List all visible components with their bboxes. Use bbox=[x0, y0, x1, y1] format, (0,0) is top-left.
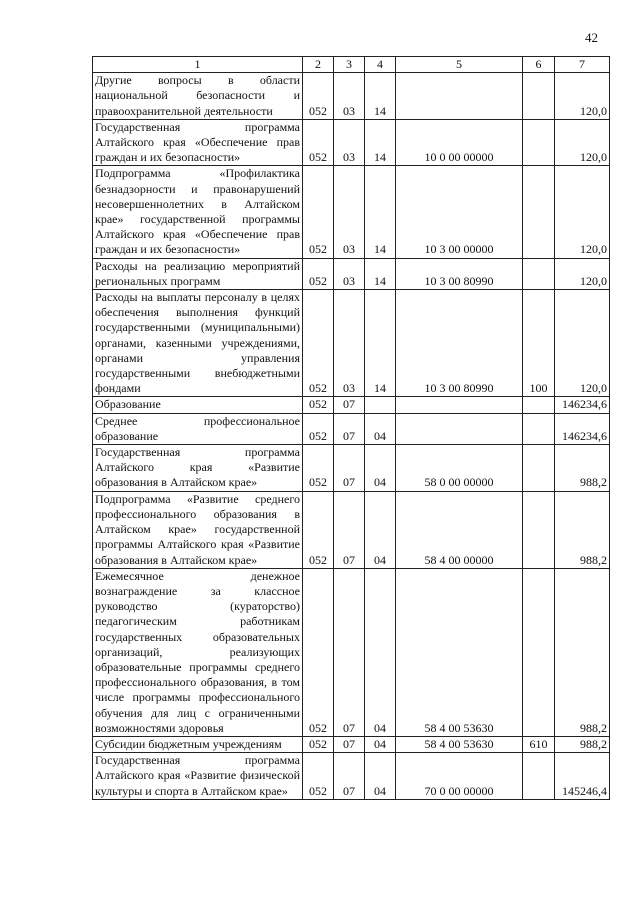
row-section: 03 bbox=[334, 73, 365, 120]
row-amount: 988,2 bbox=[555, 491, 610, 568]
table-row bbox=[93, 445, 610, 492]
row-amount: 145246,4 bbox=[555, 753, 610, 800]
row-amount: 146234,6 bbox=[555, 397, 610, 413]
row-expense-type bbox=[523, 166, 555, 258]
table-row bbox=[93, 568, 610, 736]
column-header: 2 bbox=[303, 57, 334, 73]
row-name: Государственная программа Алтайского края «Развитие образования в Алтайском крае» bbox=[93, 445, 303, 492]
table-row bbox=[93, 166, 610, 258]
row-section: 07 bbox=[334, 397, 365, 413]
row-section: 07 bbox=[334, 445, 365, 492]
row-section: 07 bbox=[334, 568, 365, 736]
column-header: 4 bbox=[365, 57, 396, 73]
table-row bbox=[93, 413, 610, 444]
row-subsection: 14 bbox=[365, 258, 396, 289]
row-target-code: 58 4 00 00000 bbox=[396, 491, 523, 568]
row-name: Государственная программа Алтайского края «Развитие физической культуры и спорта в Алтайском крае» bbox=[93, 753, 303, 800]
table-header-row bbox=[93, 57, 610, 73]
row-expense-type: 100 bbox=[523, 290, 555, 397]
table-row bbox=[93, 736, 610, 752]
row-admin-code: 052 bbox=[303, 568, 334, 736]
row-admin-code: 052 bbox=[303, 397, 334, 413]
table-row bbox=[93, 491, 610, 568]
row-amount: 120,0 bbox=[555, 166, 610, 258]
row-name: Расходы на реализацию мероприятий региональных программ bbox=[93, 258, 303, 289]
row-admin-code: 052 bbox=[303, 258, 334, 289]
row-expense-type bbox=[523, 568, 555, 736]
row-subsection: 14 bbox=[365, 119, 396, 166]
row-expense-type bbox=[523, 445, 555, 492]
row-amount: 146234,6 bbox=[555, 413, 610, 444]
column-header: 5 bbox=[396, 57, 523, 73]
row-target-code: 58 4 00 53630 bbox=[396, 568, 523, 736]
row-target-code: 10 3 00 80990 bbox=[396, 258, 523, 289]
row-expense-type bbox=[523, 258, 555, 289]
row-section: 07 bbox=[334, 491, 365, 568]
row-section: 03 bbox=[334, 258, 365, 289]
row-name: Среднее профессиональное образование bbox=[93, 413, 303, 444]
row-target-code: 58 4 00 53630 bbox=[396, 736, 523, 752]
row-target-code: 10 0 00 00000 bbox=[396, 119, 523, 166]
budget-table bbox=[92, 56, 610, 800]
row-subsection: 04 bbox=[365, 445, 396, 492]
row-target-code bbox=[396, 413, 523, 444]
row-expense-type bbox=[523, 413, 555, 444]
row-subsection: 14 bbox=[365, 166, 396, 258]
row-expense-type bbox=[523, 491, 555, 568]
row-name: Другие вопросы в области национальной безопасности и правоохранительной деятельности bbox=[93, 73, 303, 120]
row-admin-code: 052 bbox=[303, 491, 334, 568]
row-subsection: 04 bbox=[365, 736, 396, 752]
row-expense-type bbox=[523, 397, 555, 413]
row-amount: 120,0 bbox=[555, 290, 610, 397]
table-row bbox=[93, 290, 610, 397]
row-amount: 988,2 bbox=[555, 736, 610, 752]
row-name: Ежемесячное денежное вознаграждение за классное руководство (кураторство) педагогическим работникам государственных образовательных организаций, реализующих образовательные программы среднего профессионального образования, в том числе программы профессионального обучения для лиц с ограниченными возможностями здоровья bbox=[93, 568, 303, 736]
row-section: 07 bbox=[334, 753, 365, 800]
row-amount: 988,2 bbox=[555, 445, 610, 492]
table-row bbox=[93, 73, 610, 120]
row-target-code bbox=[396, 73, 523, 120]
table-row bbox=[93, 119, 610, 166]
row-admin-code: 052 bbox=[303, 166, 334, 258]
row-admin-code: 052 bbox=[303, 736, 334, 752]
row-section: 07 bbox=[334, 736, 365, 752]
row-amount: 120,0 bbox=[555, 119, 610, 166]
row-target-code: 10 3 00 80990 bbox=[396, 290, 523, 397]
row-name: Государственная программа Алтайского края «Обеспечение прав граждан и их безопасности» bbox=[93, 119, 303, 166]
row-target-code bbox=[396, 397, 523, 413]
row-expense-type bbox=[523, 753, 555, 800]
row-section: 03 bbox=[334, 290, 365, 397]
row-subsection: 14 bbox=[365, 73, 396, 120]
row-subsection bbox=[365, 397, 396, 413]
row-expense-type bbox=[523, 73, 555, 120]
table-row bbox=[93, 397, 610, 413]
row-amount: 120,0 bbox=[555, 258, 610, 289]
row-section: 03 bbox=[334, 166, 365, 258]
row-target-code: 58 0 00 00000 bbox=[396, 445, 523, 492]
row-admin-code: 052 bbox=[303, 413, 334, 444]
row-name: Субсидии бюджетным учреждениям bbox=[93, 736, 303, 752]
row-admin-code: 052 bbox=[303, 753, 334, 800]
column-header: 6 bbox=[523, 57, 555, 73]
row-name: Подпрограмма «Профилактика безнадзорности и правонарушений несовершеннолетних в Алтайском крае» государственной программы Алтайского края «Обеспечение прав граждан и их безопасности» bbox=[93, 166, 303, 258]
row-target-code: 70 0 00 00000 bbox=[396, 753, 523, 800]
table-row bbox=[93, 753, 610, 800]
page-number: 42 bbox=[585, 30, 598, 45]
row-amount: 988,2 bbox=[555, 568, 610, 736]
row-admin-code: 052 bbox=[303, 445, 334, 492]
row-name: Образование bbox=[93, 397, 303, 413]
row-admin-code: 052 bbox=[303, 290, 334, 397]
row-section: 07 bbox=[334, 413, 365, 444]
row-name: Подпрограмма «Развитие среднего профессионального образования в Алтайском крае» государственной программы Алтайского края «Развитие образования в Алтайском крае» bbox=[93, 491, 303, 568]
row-subsection: 04 bbox=[365, 491, 396, 568]
row-target-code: 10 3 00 00000 bbox=[396, 166, 523, 258]
row-expense-type bbox=[523, 119, 555, 166]
column-header: 7 bbox=[555, 57, 610, 73]
row-admin-code: 052 bbox=[303, 119, 334, 166]
row-subsection: 04 bbox=[365, 568, 396, 736]
table-row bbox=[93, 258, 610, 289]
row-subsection: 04 bbox=[365, 753, 396, 800]
row-subsection: 14 bbox=[365, 290, 396, 397]
row-expense-type: 610 bbox=[523, 736, 555, 752]
column-header: 1 bbox=[93, 57, 303, 73]
column-header: 3 bbox=[334, 57, 365, 73]
row-subsection: 04 bbox=[365, 413, 396, 444]
row-amount: 120,0 bbox=[555, 73, 610, 120]
row-admin-code: 052 bbox=[303, 73, 334, 120]
row-name: Расходы на выплаты персоналу в целях обеспечения выполнения функций государственными (муниципальными) органами, казенными учреждениями, органами управления государственными внебюджетными фондами bbox=[93, 290, 303, 397]
row-section: 03 bbox=[334, 119, 365, 166]
